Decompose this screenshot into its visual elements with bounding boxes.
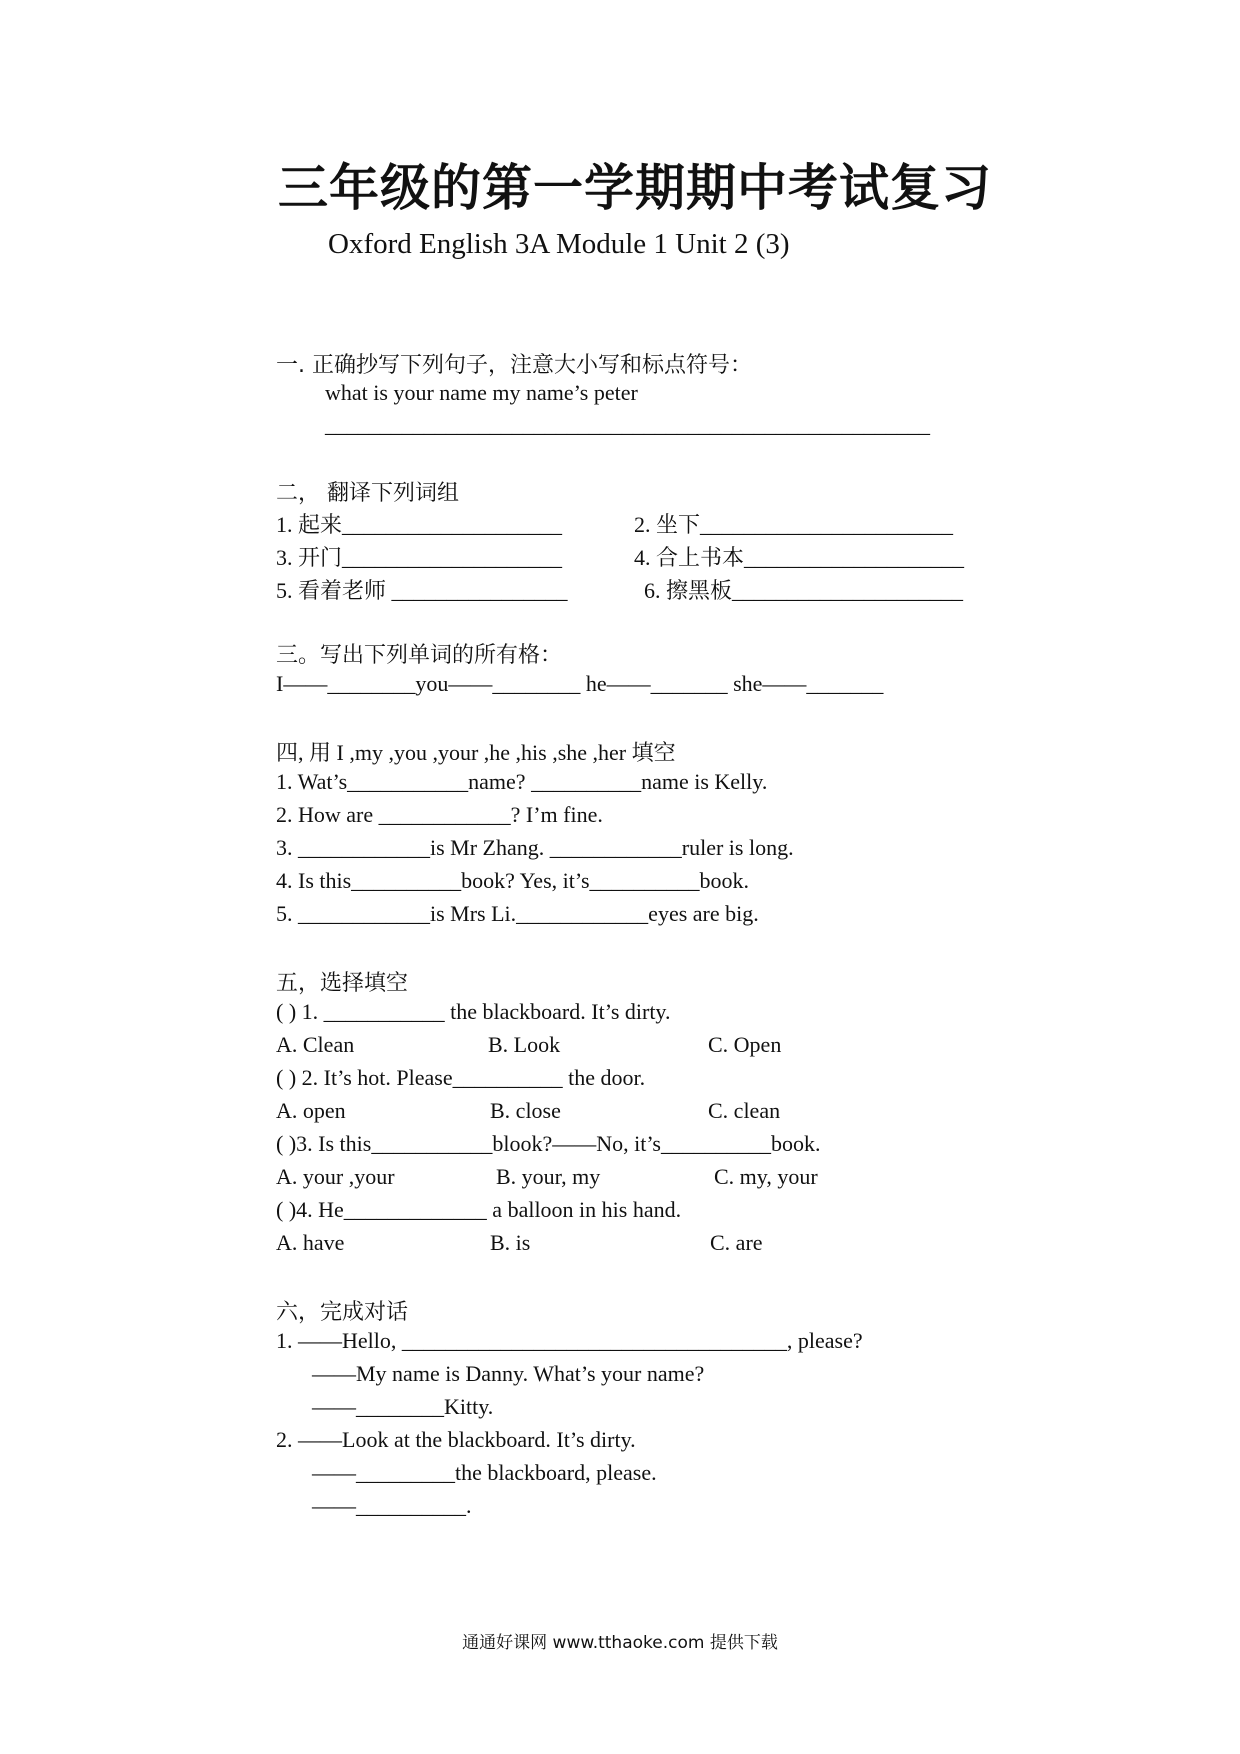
option-c: C. clean <box>708 1098 781 1123</box>
section-1-answer-line: _______________________________________________________ <box>325 412 930 437</box>
section-4-question-3: 3. ____________is Mr Zhang. ____________ruler is long. <box>276 835 794 860</box>
page-footer: 通通好课网 www.tthaoke.com 提供下载 <box>462 1633 778 1653</box>
dialogue-1-line-2: ——My name is Danny. What’s your name? <box>312 1361 705 1386</box>
section-5-question-3: ( )3. Is this___________blook?——No, it’s__________book. <box>276 1131 821 1156</box>
section-5-question-1: ( ) 1. ___________ the blackboard. It’s dirty. <box>276 999 671 1024</box>
section-2-heading: 二， 翻译下列词组 <box>276 481 459 506</box>
dialogue-2-line-3: ——__________. <box>312 1493 472 1518</box>
dialogue-1-line-1: 1. ——Hello, ___________________________________, please? <box>276 1328 863 1353</box>
option-b: B. Look <box>488 1032 561 1057</box>
item-1: 1. 起来____________________ <box>276 512 563 537</box>
option-c: C. my, your <box>714 1164 818 1189</box>
section-4-question-4: 4. Is this__________book? Yes, it’s__________book. <box>276 868 750 893</box>
item-2: 2. 坐下_______________________ <box>634 512 954 537</box>
document-subtitle: Oxford English 3A Module 1 Unit 2 (3) <box>328 228 790 260</box>
section-4-heading: 四, 用 I ,my ,you ,your ,he ,his ,she ,her 填空 <box>276 740 676 765</box>
section-1-heading: 一. 正确抄写下列句子，注意大小写和标点符号： <box>276 353 752 378</box>
option-a: A. your ,your <box>276 1164 395 1189</box>
dialogue-2-line-1: 2. ——Look at the blackboard. It’s dirty. <box>276 1427 636 1452</box>
option-a: A. have <box>276 1230 345 1255</box>
document-title: 三年级的第一学期期中考试复习 <box>278 159 992 217</box>
option-b: B. is <box>490 1230 531 1255</box>
option-c: C. are <box>710 1230 763 1255</box>
dialogue-1-line-3: ——________Kitty. <box>312 1394 494 1419</box>
item-5: 5. 看着老师 ________________ <box>276 578 568 603</box>
section-3-line: I——________you——________ he——_______ she——_______ <box>276 671 884 696</box>
section-4-question-2: 2. How are ____________? I’m fine. <box>276 802 603 827</box>
dialogue-2-line-2: ——_________the blackboard, please. <box>312 1460 657 1485</box>
option-c: C. Open <box>708 1032 782 1057</box>
section-3-heading: 三。写出下列单词的所有格： <box>276 643 563 668</box>
section-6-heading: 六，完成对话 <box>276 1300 409 1325</box>
option-a: A. Clean <box>276 1032 355 1057</box>
section-5-heading: 五，选择填空 <box>276 971 409 996</box>
section-4-question-5: 5. ____________is Mrs Li.____________eyes are big. <box>276 901 759 926</box>
section-5-question-2: ( ) 2. It’s hot. Please__________ the door. <box>276 1065 646 1090</box>
option-a: A. open <box>276 1098 346 1123</box>
item-3: 3. 开门____________________ <box>276 545 563 570</box>
option-b: B. your, my <box>496 1164 601 1189</box>
section-4-question-1: 1. Wat’s___________name? __________name is Kelly. <box>276 769 768 794</box>
section-1-sentence: what is your name my name’s peter <box>325 380 638 405</box>
section-5-question-4: ( )4. He_____________ a balloon in his hand. <box>276 1197 682 1222</box>
item-6: 6. 擦黑板_____________________ <box>644 578 964 603</box>
option-b: B. close <box>490 1098 561 1123</box>
item-4: 4. 合上书本____________________ <box>634 545 965 570</box>
